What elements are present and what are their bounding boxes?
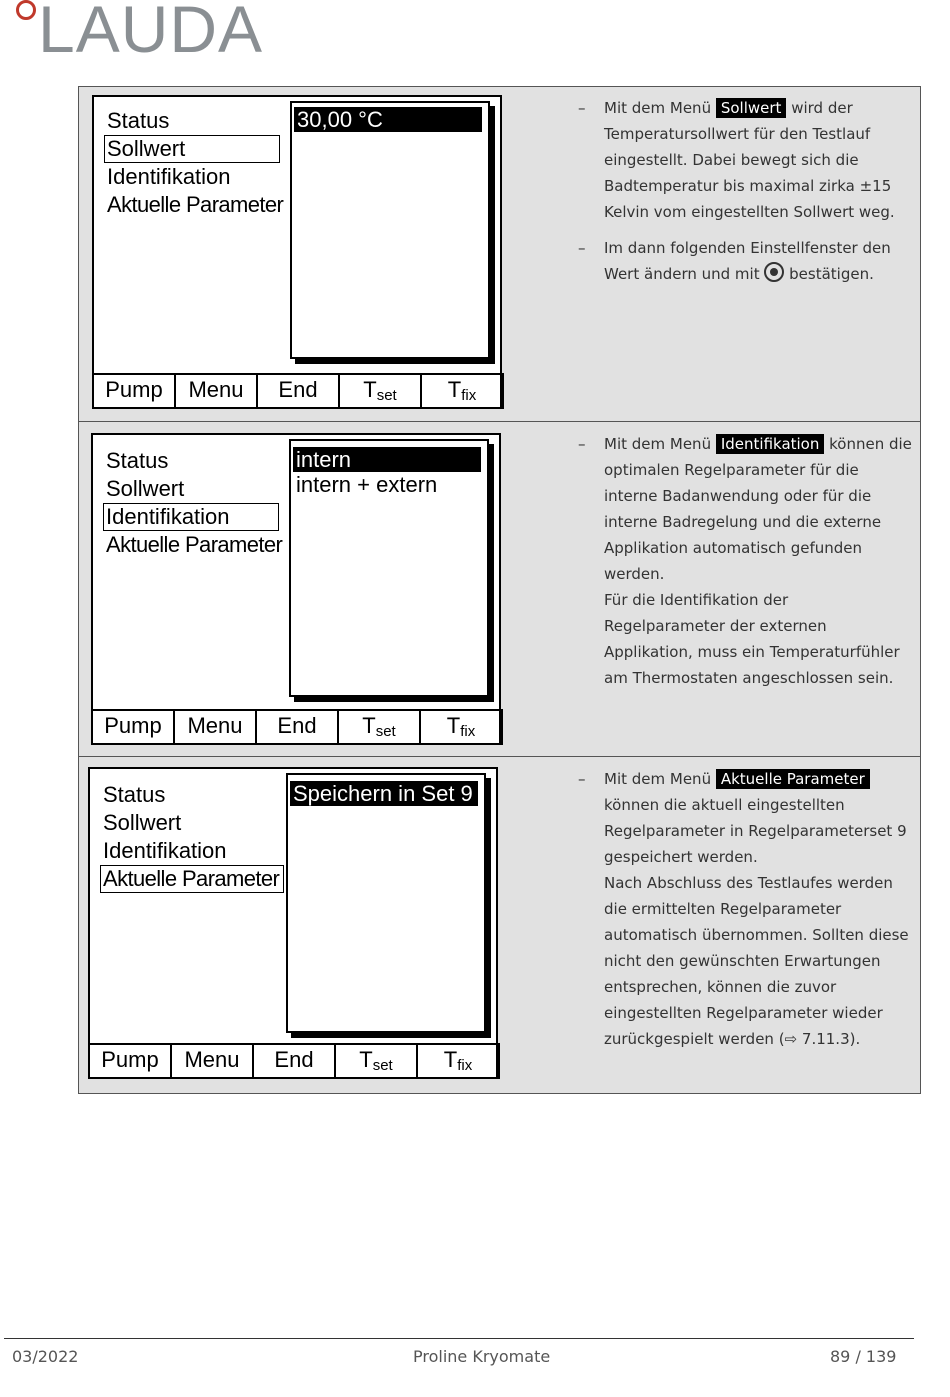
description [578,431,913,691]
menu-item-sollwert[interactable]: Sollwert [104,135,280,163]
softkey-menu[interactable]: Menu [176,375,258,407]
option-intern[interactable]: intern [293,447,481,472]
menu-item-aktuelle-parameter[interactable]: Aktuelle Parameter [106,532,283,557]
bullet: – Mit dem Menü Identifikation können die optimalen Regelparameter für die interne Badanwendung oder für die interne Badregelung und die externe Applikation automatisch gefunden werden. [578,435,912,583]
row-aktuelle-parameter [78,756,921,1094]
lauda-logo: LAUDA [16,0,263,62]
display-screen [92,95,502,409]
softkey-pump[interactable]: Pump [94,375,176,407]
softkey-end[interactable]: End [258,375,340,407]
option-save-set-9[interactable]: Speichern in Set 9 [290,781,478,806]
identification-popup [289,439,489,697]
bullet: – Mit dem Menü Aktuelle Parameter können die aktuell eingestellten Regelparameter in Regelparameterset 9 gespeichert werden. [578,770,907,866]
menu-item-sollwert[interactable]: Sollwert [103,810,182,835]
footer-product: Proline Kryomate [413,1347,551,1366]
setpoint-popup [290,101,490,359]
menu-list [100,781,280,893]
description [578,95,913,297]
menu-highlight: Sollwert [716,98,787,118]
menu-list [103,447,283,559]
menu-highlight: Identifikation [716,434,825,454]
softkey-menu[interactable]: Menu [175,711,257,743]
menu-item-status[interactable]: Status [103,782,166,807]
softkey-pump[interactable]: Pump [93,711,175,743]
bullet: – Mit dem Menü Sollwert wird der Temperatursollwert für den Testlauf eingestellt. Dabei bewegt sich die Badtemperatur bis maximal zirka ±15 Kelvin vom eingestellten Sollwert weg. [578,99,895,221]
softkey-tset[interactable]: $T_{set}$ [336,1045,418,1077]
footer-divider [4,1338,914,1339]
menu-item-status[interactable]: Status [107,108,170,133]
menu-item-identifikation[interactable]: Identifikation [103,838,227,863]
footer-page: 89 / 139 [830,1347,897,1366]
row-identifikation [78,421,921,757]
softkey-menu[interactable]: Menu [172,1045,254,1077]
softkey-bar [91,709,503,745]
softkey-tfix[interactable]: $T_{fix}$ [447,377,477,404]
bullet-continuation: Für die Identifikation der Regelparameter der externen Applikation, muss ein Temperaturfühler am Thermostaten angeschlossen sein. [604,591,900,687]
softkey-tfix[interactable]: $T_{fix}$ [443,1047,473,1074]
softkey-end[interactable]: End [254,1045,336,1077]
softkey-end[interactable]: End [257,711,339,743]
display-screen [88,767,498,1079]
logo-ring-icon [16,0,36,20]
softkey-tset[interactable]: $T_{set}$ [339,711,421,743]
option-intern-extern[interactable]: intern + extern [296,472,438,497]
menu-item-status[interactable]: Status [106,448,169,473]
menu-item-aktuelle-parameter[interactable]: Aktuelle Parameter [107,192,284,217]
display-screen [91,433,501,745]
softkey-pump[interactable]: Pump [90,1045,172,1077]
footer-date: 03/2022 [12,1347,79,1366]
softkey-bar [92,373,504,409]
bullet: – Im dann folgenden Einstellfenster den Wert ändern und mit bestätigen. [578,239,891,283]
knob-icon [764,262,784,282]
menu-item-identifikation[interactable]: Identifikation [107,164,231,189]
softkey-bar [88,1043,500,1079]
menu-item-sollwert[interactable]: Sollwert [106,476,185,501]
menu-item-aktuelle-parameter[interactable]: Aktuelle Parameter [100,865,284,893]
setpoint-value[interactable]: 30,00 °C [294,107,482,132]
bullet-continuation: Nach Abschluss des Testlaufes werden die ermittelten Regelparameter automatisch übernommen. Sollten diese nicht den gewünschten Erwartungen entsprechen, können die zuvor eingestellten Regelparameter wieder zurückgespielt werden (⇨ 7.11.3). [604,874,909,1048]
menu-highlight: Aktuelle Parameter [716,769,870,789]
softkey-tfix[interactable]: $T_{fix}$ [446,713,476,740]
save-popup [286,773,486,1033]
description [578,766,913,1052]
menu-list [104,107,284,219]
row-sollwert [78,86,921,422]
softkey-tset[interactable]: $T_{set}$ [340,375,422,407]
menu-item-identifikation[interactable]: Identifikation [103,503,279,531]
